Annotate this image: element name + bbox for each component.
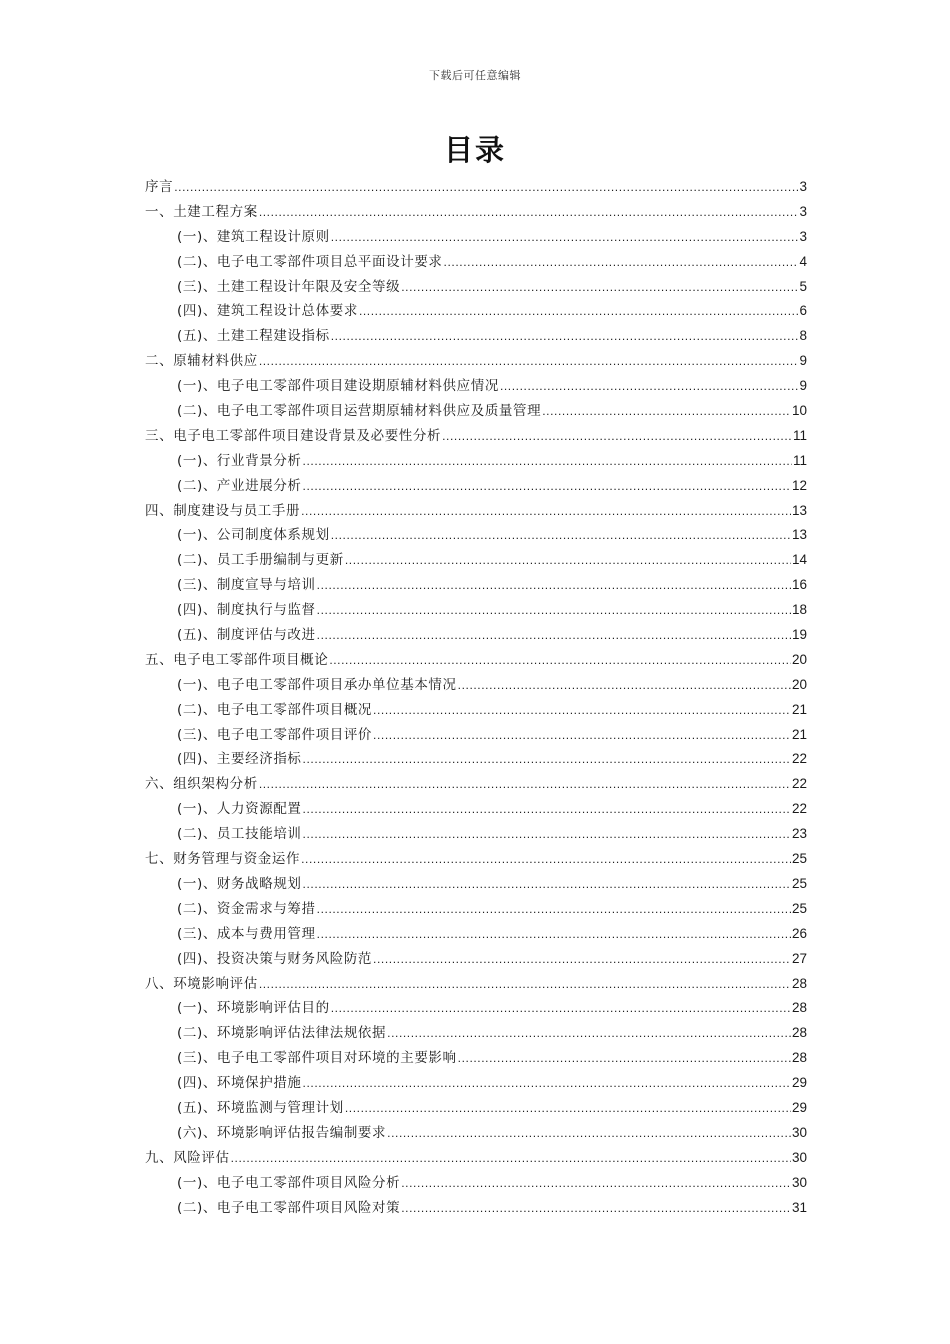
toc-leader-dots bbox=[359, 299, 799, 324]
toc-entry-label: (三)、土建工程设计年限及安全等级 bbox=[177, 278, 401, 295]
toc-entry-label: 五、电子电工零部件项目概论 bbox=[145, 651, 329, 668]
toc-entry[interactable] bbox=[145, 872, 807, 897]
toc-entry-page-number: 3 bbox=[799, 228, 807, 244]
toc-leader-dots bbox=[259, 972, 791, 997]
toc-entry-page-number: 22 bbox=[791, 776, 807, 792]
toc-leader-dots bbox=[401, 275, 798, 300]
toc-entry-page-number: 4 bbox=[799, 253, 807, 269]
toc-entry-label: 三、电子电工零部件项目建设背景及必要性分析 bbox=[145, 427, 442, 444]
toc-entry-label: (一)、环境影响评估目的 bbox=[177, 1000, 330, 1017]
toc-entry-label: (一)、电子电工零部件项目风险分析 bbox=[177, 1174, 401, 1191]
toc-entry-page-number: 25 bbox=[791, 900, 807, 916]
toc-entry-page-number: 22 bbox=[791, 751, 807, 767]
toc-leader-dots bbox=[542, 399, 791, 424]
toc-entry-page-number: 26 bbox=[791, 925, 807, 941]
toc-entry[interactable] bbox=[145, 1021, 807, 1046]
toc-entry-page-number: 25 bbox=[791, 851, 807, 867]
toc-entry-label: (四)、投资决策与财务风险防范 bbox=[177, 950, 373, 967]
toc-entry[interactable] bbox=[145, 648, 807, 673]
toc-entry-label: (二)、电子电工零部件项目风险对策 bbox=[177, 1199, 401, 1216]
toc-entry-page-number: 8 bbox=[799, 328, 807, 344]
toc-leader-dots bbox=[373, 947, 791, 972]
toc-entry[interactable] bbox=[145, 698, 807, 723]
toc-leader-dots bbox=[303, 822, 791, 847]
toc-entry[interactable] bbox=[145, 922, 807, 947]
toc-entry-page-number: 3 bbox=[799, 179, 807, 194]
toc-entry[interactable] bbox=[145, 548, 807, 573]
toc-entry-label: (四)、建筑工程设计总体要求 bbox=[177, 303, 358, 320]
toc-entry[interactable] bbox=[145, 474, 807, 499]
toc-leader-dots bbox=[303, 474, 791, 499]
toc-entry-page-number: 30 bbox=[791, 1124, 807, 1140]
toc-entry[interactable] bbox=[145, 847, 807, 872]
toc-entry-label: 七、财务管理与资金运作 bbox=[145, 851, 301, 868]
toc-entry-label: (二)、电子电工零部件项目运营期原辅材料供应及质量管理 bbox=[177, 403, 542, 420]
toc-leader-dots bbox=[387, 1021, 791, 1046]
toc-entry-label: (五)、土建工程建设指标 bbox=[177, 328, 330, 345]
toc-leader-dots bbox=[231, 1146, 791, 1171]
toc-leader-dots bbox=[331, 523, 791, 548]
toc-entry-page-number: 23 bbox=[791, 826, 807, 842]
toc-entry[interactable] bbox=[145, 623, 807, 648]
toc-entry[interactable] bbox=[145, 399, 807, 424]
toc-entry-label: 二、原辅材料供应 bbox=[145, 353, 258, 370]
toc-entry-page-number: 13 bbox=[791, 527, 807, 543]
toc-leader-dots bbox=[317, 897, 791, 922]
toc-entry-label: 九、风险评估 bbox=[145, 1149, 230, 1166]
page-title: 目录 bbox=[443, 133, 506, 167]
toc-entry-label: (四)、主要经济指标 bbox=[177, 751, 302, 768]
toc-entry-label: (一)、电子电工零部件项目建设期原辅材料供应情况 bbox=[177, 378, 499, 395]
toc-leader-dots bbox=[259, 772, 791, 797]
toc-entry[interactable] bbox=[145, 673, 807, 698]
toc-leader-dots bbox=[345, 548, 791, 573]
toc-entry-page-number: 20 bbox=[791, 676, 807, 692]
toc-entry[interactable] bbox=[145, 225, 807, 250]
toc-entry-page-number: 11 bbox=[792, 452, 807, 468]
toc-leader-dots bbox=[345, 1096, 791, 1121]
toc-entry[interactable] bbox=[145, 275, 807, 300]
toc-entry[interactable] bbox=[145, 598, 807, 623]
toc-entry[interactable] bbox=[145, 947, 807, 972]
toc-entry-page-number: 22 bbox=[791, 801, 807, 817]
toc-entry[interactable] bbox=[145, 324, 807, 349]
toc-leader-dots bbox=[373, 698, 791, 723]
toc-leader-dots bbox=[259, 200, 799, 225]
toc-entry[interactable] bbox=[145, 897, 807, 922]
toc-entry-page-number: 11 bbox=[792, 427, 807, 443]
toc-entry-page-number: 18 bbox=[791, 602, 807, 618]
toc-entry[interactable] bbox=[145, 772, 807, 797]
toc-leader-dots bbox=[458, 673, 791, 698]
toc-entry-label: (四)、环境保护措施 bbox=[177, 1075, 302, 1092]
toc-entry[interactable] bbox=[145, 1196, 807, 1221]
toc-entry[interactable] bbox=[145, 200, 807, 225]
toc-entry[interactable] bbox=[145, 747, 807, 772]
toc-entry-label: (一)、人力资源配置 bbox=[177, 801, 302, 818]
toc-entry-page-number: 14 bbox=[791, 552, 807, 568]
toc-entry-label: (三)、成本与费用管理 bbox=[177, 925, 316, 942]
toc-entry-label: (一)、公司制度体系规划 bbox=[177, 527, 330, 544]
toc-entry[interactable] bbox=[145, 523, 807, 548]
toc-leader-dots bbox=[317, 598, 791, 623]
toc-entry-page-number: 27 bbox=[791, 950, 807, 966]
toc-leader-dots bbox=[401, 1196, 791, 1221]
toc-entry-page-number: 6 bbox=[799, 303, 807, 319]
toc-leader-dots bbox=[303, 449, 792, 474]
toc-entry-label: (二)、电子电工零部件项目总平面设计要求 bbox=[177, 253, 443, 270]
toc-entry[interactable] bbox=[145, 1071, 807, 1096]
toc-entry-label: (二)、电子电工零部件项目概况 bbox=[177, 701, 373, 718]
toc-leader-dots bbox=[303, 1071, 791, 1096]
toc-leader-dots bbox=[259, 349, 799, 374]
toc-entry[interactable] bbox=[145, 175, 807, 200]
toc-leader-dots bbox=[331, 324, 799, 349]
toc-leader-dots bbox=[442, 424, 792, 449]
header-note: 下载后可任意编辑 bbox=[429, 69, 521, 82]
toc-entry-label: (一)、财务战略规划 bbox=[177, 875, 302, 892]
toc-entry-label: (一)、行业背景分析 bbox=[177, 452, 302, 469]
toc-entry-label: 序言 bbox=[145, 179, 174, 195]
toc-entry-page-number: 28 bbox=[791, 975, 807, 991]
toc-entry-page-number: 19 bbox=[791, 627, 807, 643]
toc-entry-page-number: 13 bbox=[791, 502, 807, 518]
toc-entry-label: (一)、电子电工零部件项目承办单位基本情况 bbox=[177, 676, 457, 693]
toc-entry-page-number: 28 bbox=[791, 1025, 807, 1041]
toc-leader-dots bbox=[301, 499, 791, 524]
toc-leader-dots bbox=[373, 723, 791, 748]
toc-entry[interactable] bbox=[145, 996, 807, 1021]
toc-entry-label: (六)、环境影响评估报告编制要求 bbox=[177, 1124, 387, 1141]
toc-leader-dots bbox=[317, 623, 791, 648]
toc-entry-page-number: 16 bbox=[791, 577, 807, 593]
table-of-contents bbox=[145, 175, 807, 1220]
toc-entry[interactable] bbox=[145, 1171, 807, 1196]
toc-entry-page-number: 21 bbox=[791, 701, 807, 717]
toc-entry-label: 八、环境影响评估 bbox=[145, 975, 258, 992]
toc-entry[interactable] bbox=[145, 299, 807, 324]
toc-entry[interactable] bbox=[145, 1121, 807, 1146]
toc-leader-dots bbox=[301, 847, 791, 872]
toc-leader-dots bbox=[458, 1046, 791, 1071]
toc-entry[interactable] bbox=[145, 374, 807, 399]
toc-entry-page-number: 28 bbox=[791, 1050, 807, 1066]
toc-entry[interactable] bbox=[145, 1046, 807, 1071]
toc-entry-label: (三)、电子电工零部件项目评价 bbox=[177, 726, 373, 743]
toc-entry[interactable] bbox=[145, 449, 807, 474]
toc-entry-page-number: 29 bbox=[791, 1075, 807, 1091]
toc-entry-label: (四)、制度执行与监督 bbox=[177, 602, 316, 619]
toc-leader-dots bbox=[317, 922, 791, 947]
toc-entry-page-number: 21 bbox=[791, 726, 807, 742]
toc-leader-dots bbox=[174, 175, 798, 200]
toc-leader-dots bbox=[303, 872, 791, 897]
toc-entry-page-number: 12 bbox=[791, 477, 807, 493]
toc-entry-page-number: 25 bbox=[791, 875, 807, 891]
toc-entry[interactable] bbox=[145, 1096, 807, 1121]
toc-entry[interactable] bbox=[145, 797, 807, 822]
toc-entry-label: (二)、环境影响评估法律法规依据 bbox=[177, 1025, 387, 1042]
toc-leader-dots bbox=[317, 573, 791, 598]
toc-entry-label: (二)、员工技能培训 bbox=[177, 826, 302, 843]
toc-entry-page-number: 9 bbox=[799, 353, 807, 369]
toc-entry-page-number: 31 bbox=[791, 1199, 807, 1215]
toc-entry[interactable] bbox=[145, 573, 807, 598]
toc-entry-label: (一)、建筑工程设计原则 bbox=[177, 228, 330, 245]
toc-leader-dots bbox=[444, 250, 799, 275]
toc-entry-label: (二)、产业进展分析 bbox=[177, 477, 302, 494]
toc-entry[interactable] bbox=[145, 349, 807, 374]
toc-leader-dots bbox=[303, 747, 791, 772]
toc-entry-label: (三)、电子电工零部件项目对环境的主要影响 bbox=[177, 1050, 457, 1067]
toc-entry-label: (五)、制度评估与改进 bbox=[177, 627, 316, 644]
toc-entry[interactable] bbox=[145, 723, 807, 748]
toc-entry[interactable] bbox=[145, 972, 807, 997]
toc-leader-dots bbox=[303, 797, 791, 822]
toc-leader-dots bbox=[331, 996, 791, 1021]
toc-entry-page-number: 30 bbox=[791, 1174, 807, 1190]
toc-entry-page-number: 29 bbox=[791, 1099, 807, 1115]
toc-leader-dots bbox=[331, 225, 799, 250]
toc-entry-label: 一、土建工程方案 bbox=[145, 203, 258, 220]
toc-entry-label: (二)、资金需求与筹措 bbox=[177, 900, 316, 917]
toc-entry-label: 四、制度建设与员工手册 bbox=[145, 502, 301, 519]
toc-entry[interactable] bbox=[145, 250, 807, 275]
toc-entry-page-number: 28 bbox=[791, 1000, 807, 1016]
toc-entry-label: 六、组织架构分析 bbox=[145, 776, 258, 793]
toc-entry[interactable] bbox=[145, 499, 807, 524]
toc-entry-label: (二)、员工手册编制与更新 bbox=[177, 552, 344, 569]
toc-entry-label: (三)、制度宣导与培训 bbox=[177, 577, 316, 594]
toc-entry-page-number: 20 bbox=[791, 651, 807, 667]
toc-entry-label: (五)、环境监测与管理计划 bbox=[177, 1099, 344, 1116]
toc-entry-page-number: 30 bbox=[791, 1149, 807, 1165]
toc-leader-dots bbox=[387, 1121, 791, 1146]
toc-entry[interactable] bbox=[145, 1146, 807, 1171]
toc-leader-dots bbox=[329, 648, 791, 673]
toc-entry[interactable] bbox=[145, 822, 807, 847]
toc-entry[interactable] bbox=[145, 424, 807, 449]
toc-entry-page-number: 5 bbox=[799, 278, 807, 294]
toc-leader-dots bbox=[500, 374, 799, 399]
toc-entry-page-number: 10 bbox=[791, 403, 807, 419]
toc-entry-page-number: 9 bbox=[799, 378, 807, 394]
toc-entry-page-number: 3 bbox=[799, 203, 807, 219]
toc-leader-dots bbox=[401, 1171, 791, 1196]
